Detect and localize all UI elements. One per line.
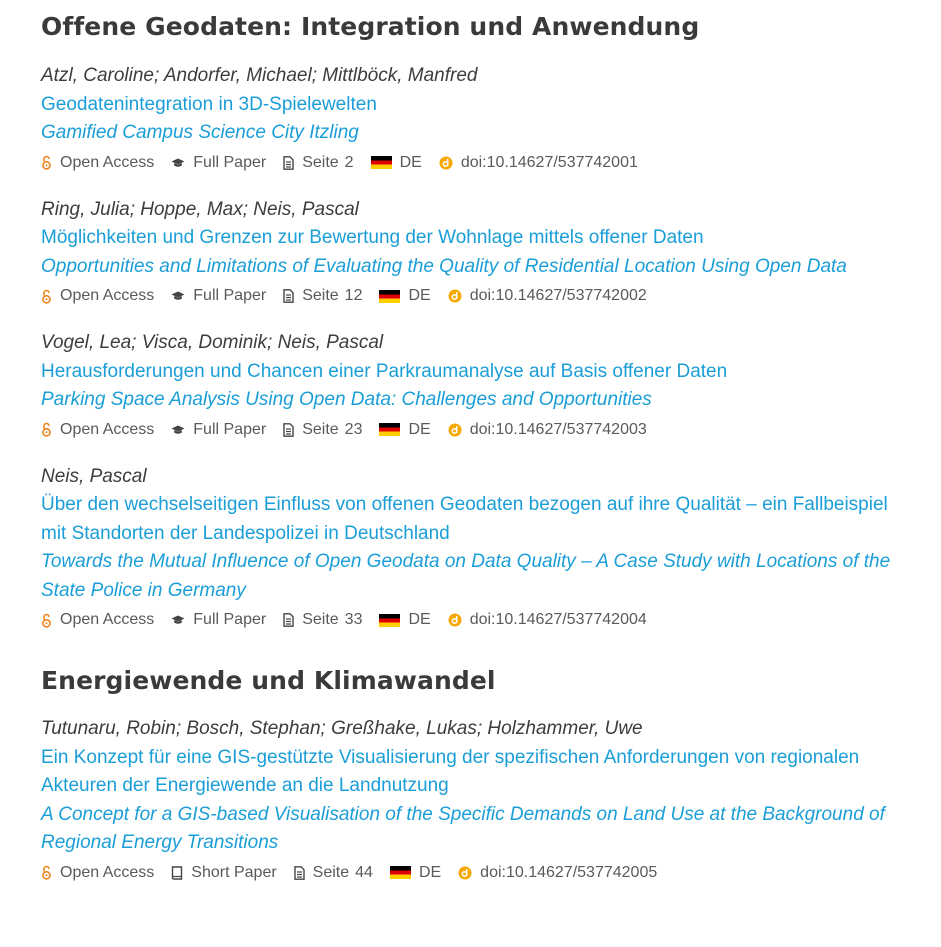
german-flag-icon bbox=[379, 290, 400, 303]
mortarboard-icon bbox=[171, 291, 185, 301]
entry-meta bbox=[41, 416, 901, 444]
paper-type bbox=[171, 421, 266, 439]
page-info bbox=[283, 421, 362, 439]
open-access-lock-icon bbox=[41, 289, 52, 304]
paper-type bbox=[171, 864, 276, 882]
open-access-lock-icon bbox=[41, 422, 52, 437]
paper-type bbox=[171, 611, 266, 629]
entry-authors: Tutunaru, Robin; Bosch, Stephan; Greßhake, Lukas; Holzhammer, Uwe bbox=[41, 718, 643, 739]
entry-authors: Neis, Pascal bbox=[41, 465, 147, 487]
entry-title-en-link[interactable]: Parking Space Analysis Using Open Data: Challenges and Opportunities bbox=[41, 389, 652, 410]
paper-type bbox=[171, 154, 266, 172]
paper-type-label: Full Paper bbox=[193, 611, 267, 628]
doi-link[interactable]: doi:10.14627/537742001 bbox=[460, 153, 638, 171]
document-icon bbox=[283, 613, 294, 627]
entry-authors: Vogel, Lea; Visca, Dominik; Neis, Pascal bbox=[41, 332, 384, 353]
access-label: Open Access bbox=[60, 611, 155, 628]
paper-type-label: Short Paper bbox=[191, 863, 277, 881]
list-item bbox=[41, 62, 901, 177]
entry-list bbox=[41, 62, 901, 634]
page-info bbox=[283, 154, 353, 172]
open-access-badge bbox=[41, 287, 154, 305]
page-label: Seite bbox=[302, 153, 339, 171]
page-number: 23 bbox=[344, 420, 363, 438]
page-number: 12 bbox=[344, 287, 363, 304]
open-access-badge bbox=[41, 421, 154, 439]
document-icon bbox=[283, 289, 294, 303]
sections-container bbox=[41, 0, 901, 887]
paper-type-label: Full Paper bbox=[193, 287, 267, 304]
doi bbox=[439, 154, 638, 172]
page-label: Seite bbox=[312, 863, 350, 881]
list-item bbox=[41, 196, 901, 311]
language-label: DE bbox=[408, 287, 431, 304]
list-item bbox=[41, 463, 901, 635]
doi bbox=[448, 611, 647, 629]
open-access-lock-icon bbox=[41, 613, 52, 628]
section bbox=[41, 0, 901, 634]
list-item bbox=[41, 329, 901, 444]
page-label: Seite bbox=[302, 287, 339, 304]
open-access-lock-icon bbox=[41, 865, 52, 880]
access-label: Open Access bbox=[60, 420, 155, 438]
language bbox=[371, 154, 422, 172]
doi-icon bbox=[458, 866, 472, 880]
doi-icon bbox=[448, 423, 462, 437]
doi bbox=[458, 864, 657, 882]
entry-title-de-link[interactable]: Ein Konzept für eine GIS-gestützte Visualisierung der spezifischen Anforderungen von regionalen Akteuren der Energiewende an die Landnutzung bbox=[41, 746, 860, 796]
german-flag-icon bbox=[379, 614, 400, 627]
doi-link[interactable]: doi:10.14627/537742005 bbox=[480, 863, 658, 881]
paper-type bbox=[171, 287, 266, 305]
open-access-badge bbox=[41, 611, 154, 629]
entry-title-en-link[interactable]: Opportunities and Limitations of Evaluating the Quality of Residential Location Using Open Data bbox=[41, 255, 847, 277]
language bbox=[379, 287, 430, 305]
page-info bbox=[294, 864, 373, 882]
section-title: Energiewende und Klimawandel bbox=[41, 666, 496, 695]
open-access-badge bbox=[41, 864, 154, 882]
doi-link[interactable]: doi:10.14627/537742004 bbox=[469, 611, 647, 628]
document-icon bbox=[283, 156, 294, 170]
entry-title-en-link[interactable]: Gamified Campus Science City Itzling bbox=[41, 122, 359, 143]
language-label: DE bbox=[418, 863, 442, 881]
doi-link[interactable]: doi:10.14627/537742002 bbox=[469, 287, 647, 304]
doi bbox=[448, 421, 647, 439]
entry-meta bbox=[41, 149, 901, 177]
doi-link[interactable]: doi:10.14627/537742003 bbox=[469, 420, 647, 438]
language-label: DE bbox=[399, 153, 422, 171]
entry-meta bbox=[41, 282, 901, 310]
entry-title-de-link[interactable]: Herausforderungen und Chancen einer Parkraumanalyse auf Basis offener Daten bbox=[41, 360, 728, 382]
document-icon bbox=[283, 423, 294, 437]
access-label: Open Access bbox=[60, 287, 155, 304]
language-label: DE bbox=[408, 611, 431, 628]
list-item bbox=[41, 715, 901, 887]
document-icon bbox=[294, 866, 305, 880]
section-title: Offene Geodaten: Integration und Anwendung bbox=[41, 12, 700, 41]
doi-icon bbox=[448, 289, 462, 303]
page-number: 33 bbox=[344, 611, 363, 628]
german-flag-icon bbox=[379, 423, 400, 436]
open-access-badge bbox=[41, 154, 154, 172]
language bbox=[390, 864, 441, 882]
paper-type-label: Full Paper bbox=[193, 420, 267, 438]
access-label: Open Access bbox=[60, 863, 155, 881]
entry-title-de-link[interactable]: Geodatenintegration in 3D-Spielewelten bbox=[41, 93, 377, 115]
entry-title-en-link[interactable]: A Concept for a GIS-based Visualisation of the Specific Demands on Land Use at the Background of Regional Energy Transitions bbox=[41, 803, 885, 853]
doi-icon bbox=[448, 613, 462, 627]
section bbox=[41, 664, 901, 887]
entry-title-en-link[interactable]: Towards the Mutual Influence of Open Geodata on Data Quality – A Case Study with Locations of the State Police in Germany bbox=[41, 551, 891, 601]
mortarboard-icon bbox=[171, 158, 185, 168]
entry-authors: Atzl, Caroline; Andorfer, Michael; Mittlböck, Manfred bbox=[41, 65, 478, 86]
page-label: Seite bbox=[302, 611, 339, 628]
entry-title-de-link[interactable]: Möglichkeiten und Grenzen zur Bewertung der Wohnlage mittels offener Daten bbox=[41, 227, 704, 248]
doi bbox=[448, 287, 647, 305]
mortarboard-icon bbox=[171, 425, 185, 435]
book-icon bbox=[171, 866, 183, 880]
german-flag-icon bbox=[390, 866, 411, 879]
publication-list bbox=[41, 0, 901, 906]
page-info bbox=[283, 287, 362, 305]
language-label: DE bbox=[408, 420, 431, 438]
language bbox=[379, 611, 430, 629]
entry-title-de-link[interactable]: Über den wechselseitigen Einfluss von offenen Geodaten bezogen auf ihre Qualität – ein Fallbeispiel mit Standorten der Landespolizei in Deutschland bbox=[41, 494, 888, 544]
page-number: 2 bbox=[344, 153, 354, 171]
open-access-lock-icon bbox=[41, 155, 52, 170]
entry-meta bbox=[41, 859, 901, 887]
mortarboard-icon bbox=[171, 615, 185, 625]
page-number: 44 bbox=[355, 863, 373, 881]
doi-icon bbox=[439, 156, 453, 170]
page-label: Seite bbox=[302, 420, 339, 438]
language bbox=[379, 421, 430, 439]
german-flag-icon bbox=[371, 156, 392, 169]
access-label: Open Access bbox=[60, 153, 155, 171]
page-info bbox=[283, 611, 362, 629]
entry-meta bbox=[41, 606, 901, 634]
entry-list bbox=[41, 715, 901, 887]
entry-authors: Ring, Julia; Hoppe, Max; Neis, Pascal bbox=[41, 198, 359, 220]
paper-type-label: Full Paper bbox=[193, 153, 267, 171]
